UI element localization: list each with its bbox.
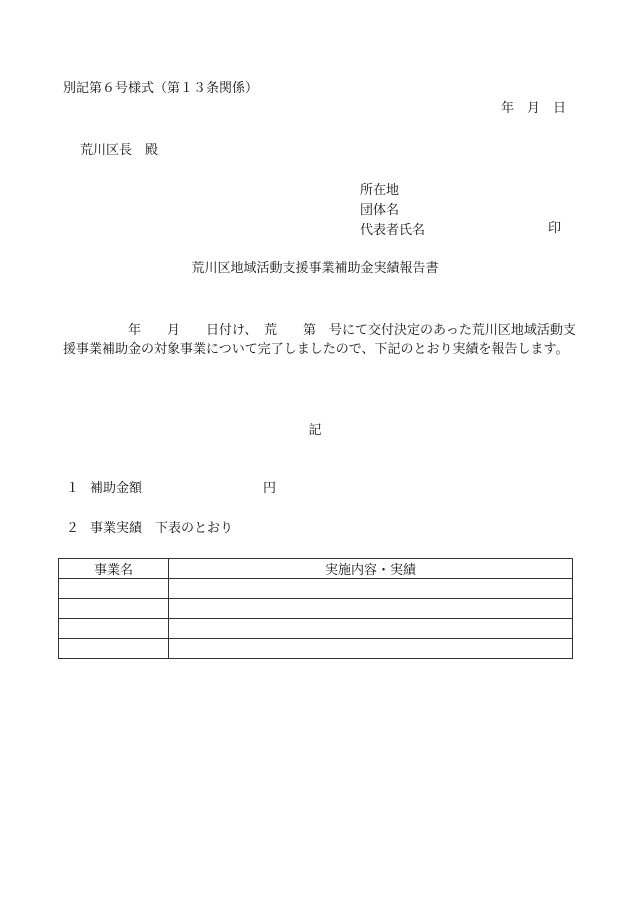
header-project-name: 事業名: [59, 559, 169, 579]
table-cell[interactable]: [169, 619, 573, 639]
header-content: 実施内容・実績: [169, 559, 573, 579]
body-paragraph: 年 月 日付け、 荒 第 号にて交付決定のあった荒川区地域活動支援事業補助金の対象事業について完了しましたので、下記のとおり実績を報告します。: [63, 323, 576, 357]
ki-heading: 記: [308, 423, 322, 438]
date-line: 年 月 日: [500, 101, 566, 116]
table-cell[interactable]: [59, 579, 169, 599]
table-cell[interactable]: [59, 639, 169, 659]
table-cell[interactable]: [59, 619, 169, 639]
form-header: 別記第６号様式（第１３条関係）: [63, 81, 259, 96]
table-cell[interactable]: [169, 579, 573, 599]
table-row: [59, 599, 573, 619]
item-2-note: 下表のとおり: [155, 521, 234, 536]
address-label: 所在地: [360, 183, 400, 198]
applicant-block: [360, 181, 425, 241]
item-1-unit: 円: [263, 481, 277, 496]
document-title: 荒川区地域活動支援事業補助金実績報告書: [191, 261, 439, 276]
table-header-row: [59, 559, 573, 579]
table-row: [59, 619, 573, 639]
table-row: [59, 579, 573, 599]
table-cell[interactable]: [169, 639, 573, 659]
representative-label: 代表者氏名: [360, 223, 426, 238]
item-2-label: 事業実績: [90, 521, 143, 536]
table-row: [59, 639, 573, 659]
item-2-number: ２: [66, 521, 80, 536]
table-cell[interactable]: [59, 599, 169, 619]
item-1-label: 補助金額: [90, 481, 143, 496]
report-table: [58, 558, 573, 659]
recipient: 荒川区長 殿: [80, 143, 159, 158]
table-cell[interactable]: [169, 599, 573, 619]
seal-mark: 印: [548, 221, 562, 236]
item-1-number: １: [66, 481, 80, 496]
org-label: 団体名: [360, 203, 400, 218]
